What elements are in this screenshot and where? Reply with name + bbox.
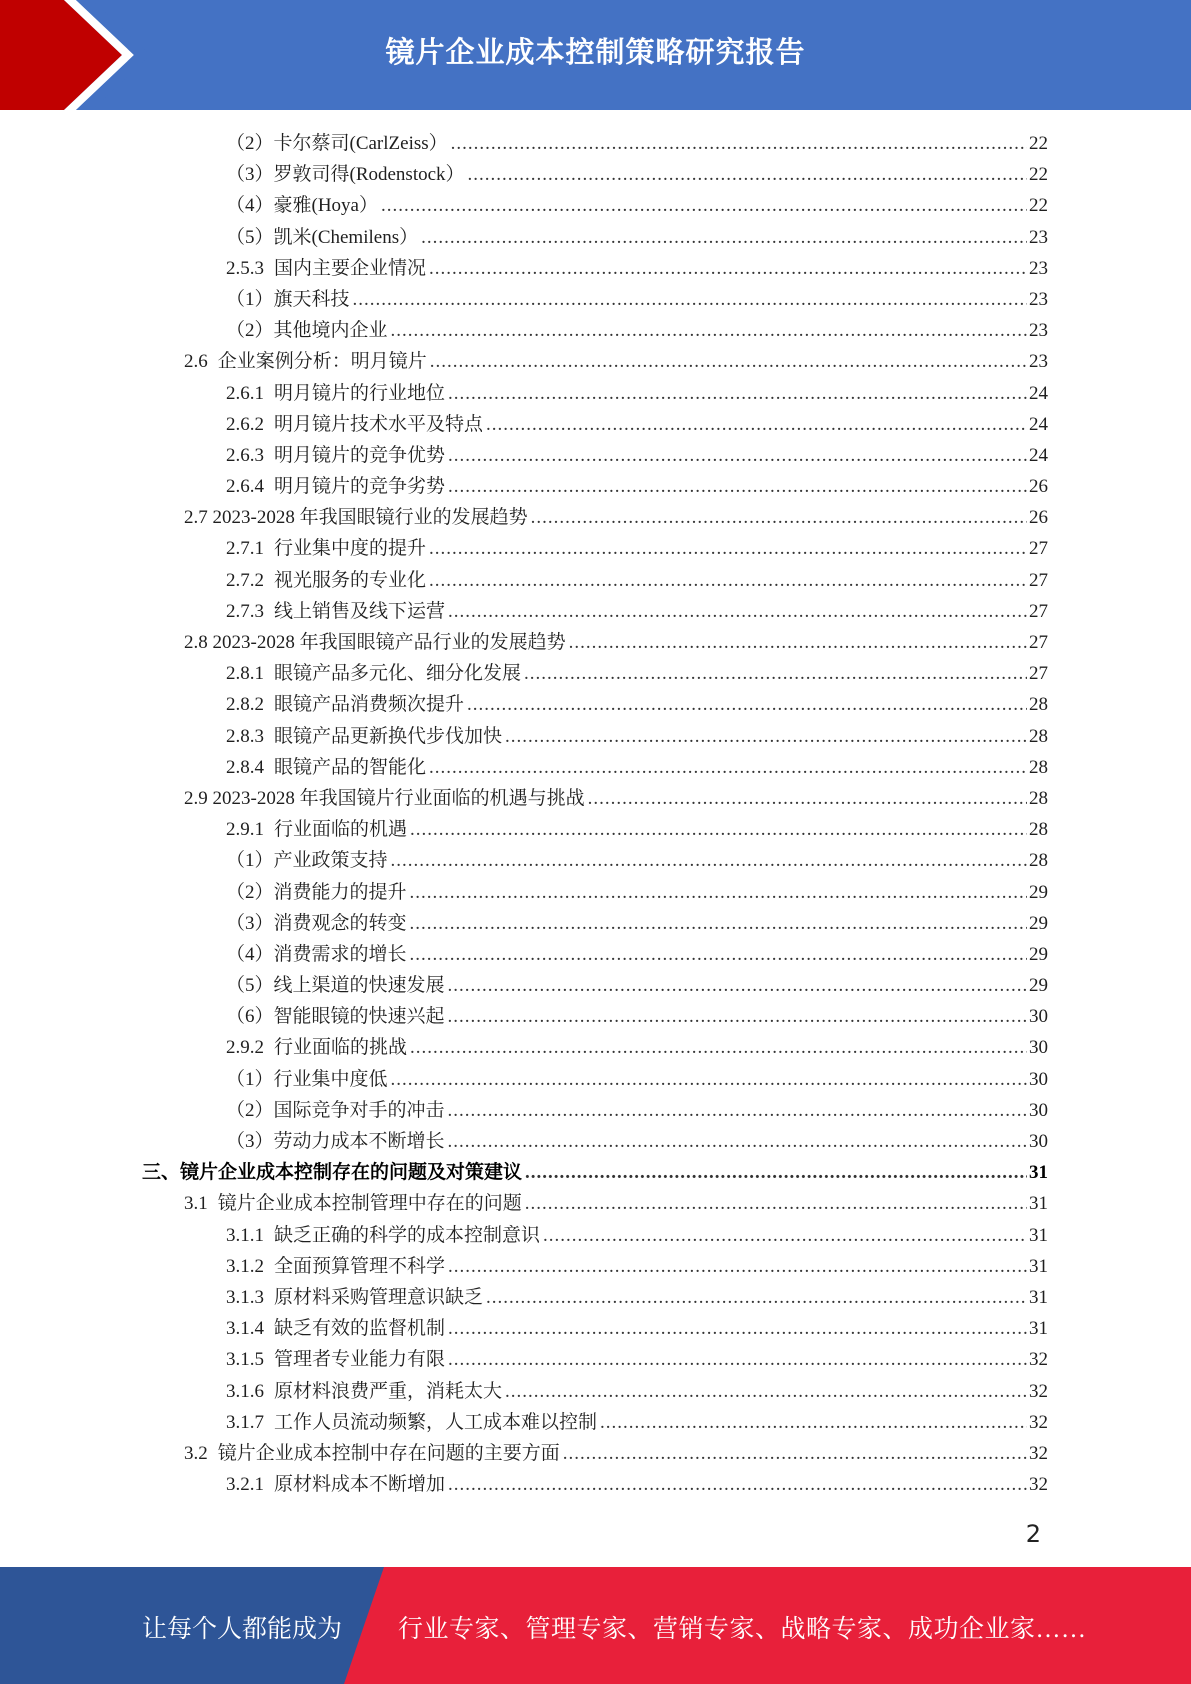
toc-entry-page: 30 [1029, 1099, 1048, 1121]
toc-dot-leader [448, 476, 1027, 498]
toc-entry-page: 28 [1029, 787, 1048, 809]
toc-entry[interactable] [0, 1032, 1048, 1063]
toc-dot-leader [569, 632, 1027, 654]
toc-entry[interactable] [0, 908, 1048, 939]
toc-entry-number: 2.5.3 [226, 257, 264, 279]
toc-entry-label: 眼镜产品的智能化 [274, 756, 427, 778]
toc-entry[interactable] [0, 253, 1048, 284]
toc-entry[interactable] [0, 877, 1048, 908]
toc-entry[interactable] [0, 409, 1048, 440]
toc-entry-number: 2.7.2 [226, 569, 264, 591]
toc-entry[interactable] [0, 533, 1048, 564]
toc-entry-page: 27 [1029, 538, 1048, 560]
toc-entry-number: 2.9.1 [226, 819, 264, 841]
toc-entry-number: 2.8.4 [226, 756, 264, 778]
toc-entry-label: （2）国际竞争对手的冲击 [226, 1099, 445, 1121]
toc-entry-label: （5）线上渠道的快速发展 [226, 975, 445, 997]
toc-entry[interactable] [0, 128, 1048, 159]
toc-entry-label: 2.9 2023-2028 年我国镜片行业面临的机遇与挑战 [184, 787, 585, 809]
toc-entry-label: （6）智能眼镜的快速兴起 [226, 1006, 445, 1028]
footer-slogan-left: 让每个人都能成为 [142, 1616, 343, 1643]
toc-entry[interactable] [0, 1376, 1048, 1407]
toc-entry-label: 视光服务的专业化 [274, 569, 427, 591]
toc-entry-page: 28 [1029, 694, 1048, 716]
toc-entry-number: 2.8.2 [226, 694, 264, 716]
header-title: 镜片企业成本控制策略研究报告 [385, 35, 806, 69]
toc-entry-label: （3）罗敦司得(Rodenstock） [226, 164, 465, 186]
toc-entry[interactable] [0, 845, 1048, 876]
toc-dot-leader [448, 1100, 1027, 1122]
toc-entry-page: 22 [1029, 195, 1048, 217]
toc-entry-page: 32 [1029, 1411, 1048, 1433]
toc-entry-label: （2）消费能力的提升 [226, 881, 407, 903]
toc-entry-number: 2.6.2 [226, 413, 264, 435]
toc-dot-leader [505, 726, 1027, 748]
toc-entry-label: 线上销售及线下运营 [274, 600, 446, 622]
toc-dot-leader [410, 1037, 1027, 1059]
toc-dot-leader [410, 944, 1027, 966]
toc-entry-page: 32 [1029, 1380, 1048, 1402]
toc-entry[interactable] [0, 783, 1048, 814]
toc-entry-page: 30 [1029, 1037, 1048, 1059]
toc-dot-leader [410, 882, 1027, 904]
toc-dot-leader [429, 757, 1027, 779]
toc-dot-leader [525, 1162, 1027, 1184]
toc-entry-page: 32 [1029, 1349, 1048, 1371]
toc-dot-leader [448, 601, 1027, 623]
toc-entry[interactable] [0, 1157, 1048, 1188]
toc-entry-page: 24 [1029, 382, 1048, 404]
toc-dot-leader [429, 258, 1027, 280]
toc-dot-leader [421, 227, 1027, 249]
toc-entry-label: （1）旗天科技 [226, 288, 350, 310]
toc-entry-page: 28 [1029, 756, 1048, 778]
toc-entry[interactable] [0, 284, 1048, 315]
toc-entry-number: 2.6.3 [226, 444, 264, 466]
toc-entry-number: 3.2 [184, 1442, 208, 1464]
toc-entry[interactable] [0, 471, 1048, 502]
toc-entry[interactable] [0, 1126, 1048, 1157]
toc-entry[interactable] [0, 658, 1048, 689]
toc-entry-label: （1）行业集中度低 [226, 1068, 388, 1090]
toc-entry-label: 行业面临的挑战 [274, 1037, 408, 1059]
toc-entry-number: 3.1.7 [226, 1411, 264, 1433]
toc-entry-page: 27 [1029, 632, 1048, 653]
toc-entry-number: 3.2.1 [226, 1474, 264, 1496]
toc-entry-label: （5）凯米(Chemilens） [226, 226, 419, 248]
toc-dot-leader [543, 1225, 1027, 1247]
toc-entry[interactable] [0, 752, 1048, 783]
toc-entry-number: 2.7.3 [226, 600, 264, 622]
toc-dot-leader [430, 351, 1027, 373]
toc-entry-number: 2.7.1 [226, 538, 264, 560]
toc-entry[interactable] [0, 970, 1048, 1001]
toc-entry-label: 原材料浪费严重，消耗太大 [274, 1380, 503, 1402]
toc-entry-page: 23 [1029, 351, 1048, 373]
toc-entry-page: 24 [1029, 444, 1048, 466]
toc-entry[interactable] [0, 1407, 1048, 1438]
toc-entry[interactable] [0, 378, 1048, 409]
toc-entry-page: 29 [1029, 975, 1048, 997]
toc-entry-label: 原材料采购管理意识缺乏 [274, 1286, 484, 1308]
toc-entry-page: 27 [1029, 663, 1048, 685]
footer-slogan-right: 行业专家、管理专家、营销专家、战略专家、成功企业家…… [398, 1616, 1087, 1643]
toc-entry-page: 29 [1029, 881, 1048, 903]
toc-entry-page: 24 [1029, 413, 1048, 435]
page-footer [0, 1567, 1191, 1684]
toc-entry-number: 3.1 [184, 1193, 208, 1215]
toc-entry-page: 23 [1029, 257, 1048, 279]
toc-entry[interactable] [0, 1344, 1048, 1375]
toc-entry-label: 行业面临的机遇 [274, 819, 408, 841]
toc-entry-label: 原材料成本不断增加 [274, 1474, 446, 1496]
toc-entry-label: （4）消费需求的增长 [226, 943, 407, 965]
toc-entry[interactable] [0, 502, 1048, 533]
toc-dot-leader [448, 383, 1027, 405]
toc-dot-leader [448, 1131, 1027, 1153]
toc-entry[interactable] [0, 1188, 1048, 1219]
toc-entry-page: 28 [1029, 850, 1048, 872]
toc-entry-page: 31 [1029, 1255, 1048, 1277]
toc-entry[interactable] [0, 814, 1048, 845]
toc-entry-page: 30 [1029, 1068, 1048, 1090]
toc-entry-number: 2.6.4 [226, 476, 264, 498]
toc-entry-label: 国内主要企业情况 [274, 257, 427, 279]
toc-dot-leader [391, 850, 1027, 872]
toc-dot-leader [429, 538, 1027, 560]
toc-entry-label: 明月镜片的竞争劣势 [274, 476, 446, 498]
toc-entry[interactable] [0, 565, 1048, 596]
toc-entry-page: 31 [1029, 1318, 1048, 1340]
toc-entry-number: 2.8.1 [226, 663, 264, 685]
toc-entry-label: 眼镜产品多元化、细分化发展 [274, 663, 522, 685]
toc-entry-label: 行业集中度的提升 [274, 538, 427, 560]
toc-dot-leader [563, 1443, 1027, 1465]
toc-entry-label: 缺乏正确的科学的成本控制意识 [274, 1224, 541, 1246]
toc-entry-page: 31 [1029, 1162, 1048, 1184]
toc-entry-page: 31 [1029, 1286, 1048, 1308]
toc-dot-leader [588, 788, 1027, 810]
toc-entry-label: 眼镜产品更新换代步伐加快 [274, 725, 503, 747]
toc-entry[interactable] [0, 315, 1048, 346]
toc-entry[interactable] [0, 1251, 1048, 1282]
toc-entry-number: 2.9.2 [226, 1037, 264, 1059]
toc-entry-page: 31 [1029, 1224, 1048, 1246]
toc-entry-label: （4）豪雅(Hoya） [226, 195, 378, 217]
toc-entry-number: 3.1.6 [226, 1380, 264, 1402]
toc-entry[interactable] [0, 1469, 1048, 1500]
toc-entry[interactable] [0, 1282, 1048, 1313]
toc-entry-page: 22 [1029, 164, 1048, 186]
toc-dot-leader [353, 289, 1027, 311]
toc-dot-leader [391, 1069, 1027, 1091]
toc-entry-label: 2.7 2023-2028 年我国眼镜行业的发展趋势 [184, 507, 528, 529]
toc-dot-leader [448, 1256, 1027, 1278]
toc-entry-page: 28 [1029, 725, 1048, 747]
toc-entry-page: 29 [1029, 912, 1048, 934]
toc-entry-page: 23 [1029, 226, 1048, 248]
toc-entry-label: 明月镜片的竞争优势 [274, 444, 446, 466]
toc-dot-leader [448, 1474, 1027, 1496]
toc-dot-leader [381, 195, 1027, 217]
toc-entry-page: 22 [1029, 133, 1048, 154]
toc-dot-leader [486, 414, 1027, 436]
toc-entry-page: 26 [1029, 476, 1048, 498]
toc-dot-leader [448, 445, 1027, 467]
page-number: 2 [1025, 1520, 1041, 1548]
toc-dot-leader [429, 570, 1027, 592]
toc-dot-leader [448, 1349, 1027, 1371]
toc-entry-page: 30 [1029, 1006, 1048, 1028]
toc-entry[interactable] [0, 1064, 1048, 1095]
toc-entry-label: 镜片企业成本控制中存在问题的主要方面 [217, 1442, 560, 1464]
toc-entry-label: 全面预算管理不科学 [274, 1255, 446, 1277]
toc-entry-page: 26 [1029, 507, 1048, 529]
toc-entry-label: 镜片企业成本控制管理中存在的问题 [217, 1193, 522, 1215]
toc-entry-page: 23 [1029, 288, 1048, 310]
toc-dot-leader [448, 1318, 1027, 1340]
toc-dot-leader [467, 694, 1027, 716]
toc-entry[interactable] [0, 627, 1048, 658]
toc-entry-page: 28 [1029, 819, 1048, 841]
toc-entry-label: 明月镜片技术水平及特点 [274, 413, 484, 435]
toc-entry-label: 2.8 2023-2028 年我国眼镜产品行业的发展趋势 [184, 632, 566, 653]
toc-entry[interactable] [0, 222, 1048, 253]
toc-dot-leader [468, 164, 1027, 186]
toc-entry-page: 23 [1029, 320, 1048, 342]
toc-dot-leader [391, 320, 1027, 342]
toc-entry[interactable] [0, 1313, 1048, 1344]
toc-dot-leader [525, 1193, 1027, 1215]
toc-entry-number: 2.8.3 [226, 725, 264, 747]
toc-entry[interactable] [0, 721, 1048, 752]
toc-entry[interactable] [0, 159, 1048, 190]
toc-entry-label: 工作人员流动频繁，人工成本难以控制 [274, 1411, 598, 1433]
toc-entry-page: 31 [1029, 1193, 1048, 1215]
toc-entry-label: （2）卡尔蔡司(CarlZeiss） [226, 133, 448, 154]
toc-entry-label: （3）劳动力成本不断增长 [226, 1131, 445, 1152]
toc-entry[interactable] [0, 190, 1048, 221]
toc-entry-number: 3.1.5 [226, 1349, 264, 1371]
toc-entry-page: 27 [1029, 569, 1048, 591]
toc-entry-label: 缺乏有效的监督机制 [274, 1318, 446, 1340]
toc-entry-number: 3.1.3 [226, 1286, 264, 1308]
toc-dot-leader [410, 913, 1027, 935]
toc-dot-leader [600, 1412, 1027, 1434]
toc-dot-leader [531, 507, 1027, 529]
toc-entry[interactable] [0, 1095, 1048, 1126]
toc-entry-label: 明月镜片的行业地位 [274, 382, 446, 404]
toc-dot-leader [505, 1381, 1027, 1403]
toc-entry-label: （3）消费观念的转变 [226, 912, 407, 934]
toc-dot-leader [448, 1006, 1027, 1028]
table-of-contents [0, 128, 1191, 1500]
page-header [0, 0, 1191, 110]
toc-entry-number: 3.1.1 [226, 1224, 264, 1246]
toc-entry-page: 32 [1029, 1442, 1048, 1464]
toc-dot-leader [524, 663, 1027, 685]
toc-entry-page: 27 [1029, 600, 1048, 622]
toc-dot-leader [448, 975, 1027, 997]
toc-dot-leader [451, 133, 1027, 155]
toc-entry-number: 3.1.4 [226, 1318, 264, 1340]
toc-entry-label: 眼镜产品消费频次提升 [274, 694, 465, 716]
toc-entry-label: 管理者专业能力有限 [274, 1349, 446, 1371]
toc-entry[interactable] [0, 440, 1048, 471]
toc-entry[interactable] [0, 1001, 1048, 1032]
toc-entry[interactable] [0, 346, 1048, 377]
toc-dot-leader [410, 819, 1027, 841]
toc-dot-leader [486, 1287, 1027, 1309]
toc-entry-page: 32 [1029, 1474, 1048, 1496]
toc-entry[interactable] [0, 596, 1048, 627]
toc-entry-page: 29 [1029, 943, 1048, 965]
toc-entry[interactable] [0, 939, 1048, 970]
toc-entry-number: 2.6 [184, 351, 208, 373]
toc-entry[interactable] [0, 689, 1048, 720]
toc-entry[interactable] [0, 1438, 1048, 1469]
toc-entry-label: 企业案例分析：明月镜片 [217, 351, 427, 373]
toc-entry-label: 三、镜片企业成本控制存在的问题及对策建议 [142, 1162, 523, 1184]
toc-entry-page: 30 [1029, 1131, 1048, 1152]
toc-entry-number: 2.6.1 [226, 382, 264, 404]
toc-entry-label: （2）其他境内企业 [226, 320, 388, 342]
toc-entry[interactable] [0, 1220, 1048, 1251]
toc-entry-label: （1）产业政策支持 [226, 850, 388, 872]
toc-entry-number: 3.1.2 [226, 1255, 264, 1277]
